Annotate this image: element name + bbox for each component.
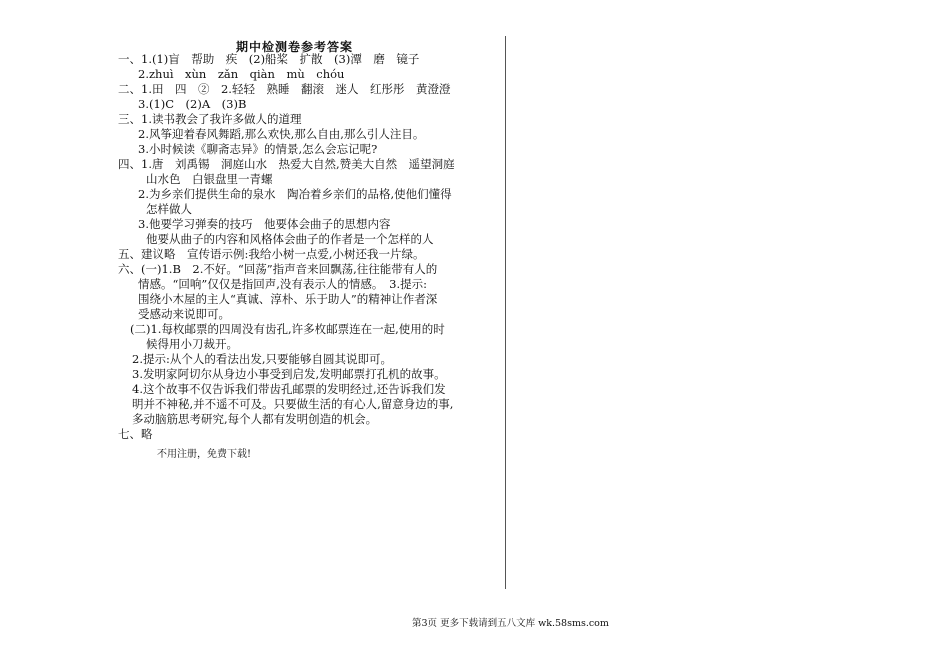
answer-line: 2.zhuì xùn zǎn qiàn mù chóu [138, 67, 345, 81]
page-footer: 第3页 更多下载请到五八文库 wk.58sms.com [412, 618, 609, 629]
answer-line: 山水色 白银盘里一青螺 [146, 172, 273, 186]
answer-line: 七、略 [118, 427, 153, 441]
answer-line: 2.提示:从个人的看法出发,只要能够自圆其说即可。 [132, 352, 392, 366]
answer-line: 二、1.田 四 ② 2.轻轻 熟睡 翻滚 迷人 红彤彤 黄澄澄 [118, 82, 451, 96]
answer-line: 3.他要学习弹奏的技巧 他要体会曲子的思想内容 [138, 217, 391, 231]
answer-line: 2.风筝迎着春风舞蹈,那么欢快,那么自由,那么引人注目。 [138, 127, 425, 141]
answer-line: 候得用小刀裁开。 [146, 337, 238, 351]
answer-line: 五、建议略 宣传语示例:我给小树一点爱,小树还我一片绿。 [118, 247, 425, 261]
answer-line: (二)1.每枚邮票的四周没有齿孔,许多枚邮票连在一起,使用的时 [130, 322, 445, 336]
answer-line: 情感。“回响”仅仅是指回声,没有表示人的情感。 3.提示: [138, 277, 428, 291]
answer-line: 3.发明家阿切尔从身边小事受到启发,发明邮票打孔机的故事。 [132, 367, 446, 381]
download-note: 不用注册，免费下载! [157, 449, 252, 460]
answer-line: 三、1.读书教会了我许多做人的道理 [118, 112, 302, 126]
answer-line: 3.小时候读《聊斋志异》的情景,怎么会忘记呢? [138, 142, 378, 156]
answer-line: 4.这个故事不仅告诉我们带齿孔邮票的发明经过,还告诉我们发 [132, 382, 446, 396]
answer-line: 他要从曲子的内容和风格体会曲子的作者是一个怎样的人 [146, 232, 434, 246]
answer-line: 受感动来说即可。 [138, 307, 230, 321]
page-title: 期中检测卷参考答案 [236, 40, 354, 54]
answer-line: 四、1.唐 刘禹锡 洞庭山水 热爱大自然,赞美大自然 遥望洞庭 [118, 157, 455, 171]
answer-line: 六、(一)1.B 2.不好。“回荡”指声音来回飘荡,往往能带有人的 [118, 262, 438, 276]
answer-line: 2.为乡亲们提供生命的泉水 陶冶着乡亲们的品格,使他们懂得 [138, 187, 452, 201]
column-divider [505, 36, 506, 589]
answer-line: 多动脑筋思考研究,每个人都有发明创造的机会。 [132, 412, 378, 426]
answer-line: 怎样做人 [146, 202, 192, 216]
answer-line: 围绕小木屋的主人“真诚、淳朴、乐于助人”的精神让作者深 [138, 292, 438, 306]
answer-line: 明并不神秘,并不遥不可及。只要做生活的有心人,留意身边的事, [132, 397, 454, 411]
answer-line: 一、1.(1)盲 帮助 疾 (2)船桨 扩散 (3)潭 磨 镜子 [118, 52, 420, 66]
answer-line: 3.(1)C (2)A (3)B [138, 97, 247, 111]
